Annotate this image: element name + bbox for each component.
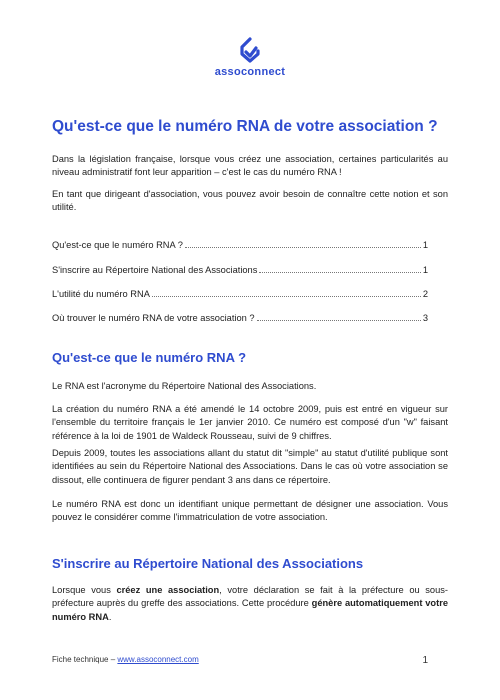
toc-item-label[interactable]: L'utilité du numéro RNA <box>52 289 150 299</box>
section1-paragraph-3: Depuis 2009, toutes les associations allant du statut dit "simple" au statut d'utilité publique sont identifiées au sein du Répertoire National des Associations. Dans le cas où votre association se dissout, elle continuera de figurer pendant 3 ans dans ce répertoire. <box>52 448 448 485</box>
toc-item-label[interactable]: S'inscrire au Répertoire National des Associations <box>52 265 258 275</box>
assoconnect-logo-icon <box>237 36 263 64</box>
toc-item[interactable] <box>52 288 428 300</box>
toc-leader-dots <box>257 320 421 321</box>
toc-leader-dots <box>152 296 421 297</box>
bold-generate-rna: génère automatiquement votre numéro RNA <box>52 598 448 622</box>
toc-item[interactable] <box>52 264 428 276</box>
intro-paragraph-2: En tant que dirigeant d'association, vous pouvez avoir besoin de connaître cette notion et son utilité. <box>52 189 448 213</box>
brand-logo <box>0 36 500 78</box>
toc-item[interactable] <box>52 239 428 251</box>
toc-leader-dots <box>259 272 420 273</box>
section-heading-rna: Qu'est-ce que le numéro RNA ? <box>52 350 247 365</box>
section2-paragraph-1: Lorsque vous créez une association, votre déclaration se fait à la préfecture ou sous-préfecture auprès du greffe des associations. Cette procédure génère automatiquement votre numéro RNA. <box>52 585 449 622</box>
toc-item[interactable] <box>52 312 428 324</box>
section1-paragraph-1: Le RNA est l'acronyme du Répertoire National des Associations. <box>52 381 317 391</box>
section1-paragraph-4: Le numéro RNA est donc un identifiant unique permettant de désigner une association. Vous pouvez le considérer comme l'immatriculation de votre association. <box>52 499 448 523</box>
footer-label: Fiche technique – <box>52 655 118 664</box>
toc-item-page: 2 <box>422 289 428 299</box>
footer-page-number: 1 <box>422 655 428 666</box>
section1-paragraph-2: La création du numéro RNA a été amendé le 14 octobre 2009, puis est entré en vigueur sur l'ensemble du territoire français le 1er janvier 2010. Ce numéro est composé d'un "w" faisant référence à la loi de 1901 de Waldeck Rousseau, suivi de 9 chiffres. <box>52 404 448 441</box>
section-heading-repertoire: S'inscrire au Répertoire National des Associations <box>52 556 364 571</box>
intro-paragraph-1: Dans la législation française, lorsque vous créez une association, certaines particularités au niveau administratif font leur apparition – c'est le cas du numéro RNA ! <box>52 154 448 178</box>
toc-item-page: 1 <box>422 240 428 250</box>
toc-leader-dots <box>185 247 421 248</box>
bold-create-association: créez une association <box>116 585 220 595</box>
toc-item-page: 1 <box>422 265 428 275</box>
footer-website-link[interactable]: www.assoconnect.com <box>117 655 199 664</box>
toc-item-page: 3 <box>422 313 428 323</box>
page-footer <box>52 655 428 664</box>
toc-item-label[interactable]: Qu'est-ce que le numéro RNA ? <box>52 240 183 250</box>
toc-item-label[interactable]: Où trouver le numéro RNA de votre association ? <box>52 313 255 323</box>
page-title: Qu'est-ce que le numéro RNA de votre association ? <box>52 118 438 135</box>
brand-name: assoconnect <box>214 66 286 78</box>
